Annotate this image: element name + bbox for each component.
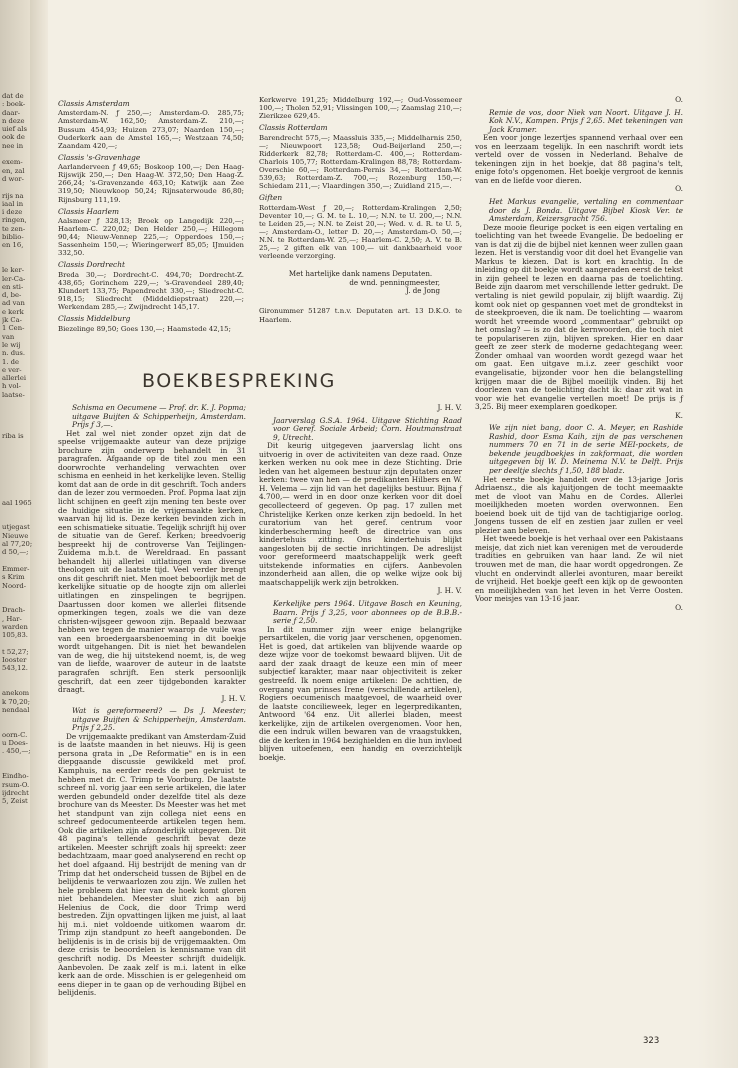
page-gutter — [30, 0, 48, 1068]
fragment-line — [2, 150, 32, 158]
review-title: We zijn niet bang, door C. A. Meyer, en Rashide Rashid, door Esma Kaih, zijn de pas verschenen nummers 70 en 71 in de serie MEI-pockets, de bekende jeugdboekjes in zakformaat, die worden uitgegeven bij W. D. Meinema N.V. te Delft. Prijs per deeltje slechts ƒ 1,50, 188 bladz. — [489, 423, 683, 475]
fragment-line: , Har- — [2, 614, 22, 623]
review-body: Het tweede boekje is het verhaal over een Pakistaans meisje, dat zich niet kan verenigen met de verouderde tradities en gebruiken van haar land. Ze wil niet trouwen met de man, die haar wordt opgedrongen. Ze vlucht en ondervindt allerlei avonturen, maar bereikt de vrijheid. Het boekje geeft een kijk op de gewoonten en moeilijkheden van het leven in het Verre Oosten. Voor meisjes van 13-16 jaar. — [475, 534, 683, 604]
classis-text: Biezelinge 89,50; Goes 130,—; Haamstede 42,15; — [58, 324, 231, 333]
fragment-line — [2, 490, 32, 498]
fragment-line: : boek- — [2, 100, 26, 109]
classis-rotterdam — [259, 124, 462, 190]
fragment-line: u Does- — [2, 739, 28, 748]
review-heading — [259, 417, 462, 443]
fragment-line: allerlei — [2, 374, 27, 383]
thanks-line: Met hartelijke dank namens Deputaten. — [288, 269, 433, 279]
review-heading — [475, 109, 683, 135]
review-column-2 — [259, 404, 462, 762]
fragment-line: Iooster — [2, 656, 27, 665]
fragment-line: s Krim — [2, 573, 25, 582]
page-number: 323 — [643, 1036, 660, 1046]
fragment-line: riba is — [2, 432, 24, 441]
review-title: Wat is gereformeerd? — Ds J. Meester; uitgave Buijten & Schipperheijn, Amsterdam. Prijs ƒ 2,25. — [72, 706, 246, 733]
classis-text: Kerkwerve 191,25; Middelburg 192,—; Oud-Vossemeer 100,—; Tholen 52,91; Vlissingen 100,—; Zaamslag 210,—; Zierikzee 629,45. — [259, 96, 462, 121]
fragment-line: rijs na — [2, 191, 24, 200]
fragment-line: h vol- — [2, 382, 21, 391]
review-title: Schisma en Oecumene — Prof. dr. K. J. Popma; uitgave Buijten & Schipperheijn, Amsterdam. Prijs ƒ 3,—. — [72, 403, 246, 430]
fragment-line: k 70,20; — [2, 697, 31, 706]
fragment-line: ijdrecht — [2, 788, 29, 797]
review-title: Remie de vos, door Niek van Noort. Uitgave J. H. Kok N.V., Kampen. Prijs ƒ 2,65. Met tekeningen van Jack Kramer. — [489, 107, 683, 134]
fragment-line — [2, 515, 32, 523]
fragment-line: t 52,27; — [2, 647, 29, 656]
classis-text: Amsterdam-N. ƒ 250,—; Amsterdam-O. 285,75; Amsterdam-W. 162,50; Amsterdam-Z. 210,—; Bussum 454,93; Huizen 273,07; Naarden 150,—; Ouderkerk aan de Amstel 165,—; Westzaan 74,50; Zaandam 420,—; — [58, 109, 244, 150]
review-signature: J. H. V. — [221, 693, 246, 703]
fragment-line — [2, 714, 32, 722]
fragment-line: d wor- — [2, 174, 24, 183]
review-heading — [58, 707, 246, 733]
review-signature: K. — [675, 410, 683, 420]
fragment-line: Noord- — [2, 581, 27, 590]
review-signature: O. — [675, 184, 683, 194]
fragment-line: le wij — [2, 340, 21, 349]
fragment-line — [2, 482, 32, 490]
review-signature: J. H. V. — [437, 586, 462, 596]
review-signature: O. — [675, 95, 683, 104]
fragment-line — [2, 673, 32, 681]
previous-page-fragment — [2, 92, 32, 806]
classis-text: Aalsmeer ƒ 328,13; Broek op Langedijk 220,—; Haarlem-C. 220,02; Den Helder 250,—; Hillegom 90,44; Nieuw-Vennep 225,—; Opperdoes 150,—; Sassenheim 150,—; Wieringerwerf 85,05; IJmuiden 332,50. — [58, 216, 244, 258]
review-body: In dit nummer zijn weer enige belangrijke persartikelen, die vorig jaar verschenen, opgenomen. Het is goed, dat artikelen van blijvende waarde op deze wijze voor de toekomst bewaard blijven. Uit de aard der zaak draagt de keuze een min of meer subjectief karakter, maar naar objectiviteit is zeker gestreefd. Ik noem enige artikelen: De achttien, de overgang van prinses Irene (verschillende artikelen), Rogiers oecumenisch maatgevoel, de waarheid over de laatste concilieweek, leger en legerpredikanten, Antwoord '64 enz. Uit allerlei bladen, meest kerkelijke, zijn de artikelen overgenomen. Voor hen, die een indruk willen bewaren van de vraagstukken, die de kerken in 1964 bezighielden en die hun invloed blijven uitoefenen, een handig en overzichtelijk boekje. — [259, 624, 462, 762]
fragment-line: warden — [2, 623, 28, 631]
fragment-line — [2, 681, 32, 689]
fragment-line: le ker- — [2, 266, 25, 275]
fragment-line — [2, 764, 32, 772]
fragment-line: biblio- — [2, 233, 24, 242]
review-column-3 — [475, 96, 683, 616]
fragment-line: 543,12. — [2, 664, 28, 673]
classis-dordrecht — [58, 261, 244, 311]
fragment-line: Eindho- — [2, 772, 29, 781]
fragment-line: ringen, — [2, 216, 27, 225]
fragment-line: anekom — [2, 689, 30, 698]
fragment-line — [2, 250, 32, 258]
review-signature: J. H. V. — [437, 403, 462, 412]
classis-heading: Classis Haarlem — [58, 206, 120, 216]
review-title: Het Markus evangelie, vertaling en commentaar door ds J. Bonda. Uitgave Bijbel Kiosk Ver. te Amsterdam, Keizersgracht 756. — [489, 197, 683, 224]
fragment-line: utjegast — [2, 523, 30, 532]
classis-middelburg — [58, 315, 244, 332]
fragment-line — [2, 590, 32, 598]
fragment-line — [2, 465, 32, 473]
review-column-1 — [58, 404, 246, 998]
review-heading — [475, 424, 683, 475]
fragment-line: jk Ca- — [2, 316, 22, 325]
fragment-line — [2, 440, 32, 448]
review-body: Deze mooie fleurige pocket is een eigen vertaling en toelichting van het tweede Evangelie. De bedoeling er van is dat zij die de bijbel niet kennen weer zullen gaan lezen. Het is verstandig voor dit doel het Evangelie van Markus te kiezen. Dat is kort en krachtig. In de inleiding op dit boekje wordt aangeraden eerst de tekst in zijn geheel te lezen en daarna pas de toelichting. Beide zijn daarom met verschillende letter gedrukt. De vertaling is niet gewild populair, zij blijft waardig. Zij komt ook niet op gespannen voet met de grondtekst in de steekproeven, die ik nam. De toelichting — waarom wordt het vreemde woord „commentaar" gebruikt op het omslag? — is zo dat de kernwoorden, die toch niet te populariseren zijn, blijven spreken. Hier en daar geeft ze zeer sterk de moderne gedachtegang weer. Zonder omhaal van woorden wordt gezegd waar het om gaat. Een uitgave m.i.z. zeer geschikt voor evangelisatie, bijzonder voor hen die belangstelling krijgen maar die de Bijbel moeilijk vinden. Bij het doorlezen van de toelichting dacht ik: daar zit wat in voor wie het evangelie vertellen moet! De prijs is ƒ 3,25. Bij meer exemplaren goedkoper. — [475, 222, 683, 412]
fragment-line — [2, 756, 32, 764]
classis-lists-column — [58, 96, 244, 333]
fragment-line: d 50,—; — [2, 548, 29, 557]
fragment-line — [2, 640, 32, 648]
classis-heading: Classis 's-Gravenhage — [58, 152, 141, 162]
review-body: Het zal wel niet zonder opzet zijn dat de speelse vrijgemaakte auteur van deze prijzige brochure zijn onderwerp behandelt in 31 paragrafen. Afgaande op de titel zou men een doorwrochte verhandeling verwachten over schisma en eenheid in het kerkelijke leven. Stellig komt dat aan de orde in dit geschrift. Toch anders dan de lezer zou vermoeden. Prof. Popma laat zijn licht schijnen en geeft zijn mening ten beste over de huidige situatie in de vrijgemaakte kerken, waarvan hij lid is. Deze kerken bevinden zich in een schismatieke situatie. Tegelijk schrijft hij over de situatie van de Geref. Kerken; breedvoerig bespreekt hij de controverse Van Teijlingen-Zuidema m.b.t. de Wereldraad. En passant behandelt hij allerlei uitlatingen van diverse theologen uit de laatste tijd. Veel verder brengt ons dit geschrift niet. Men moet beboorlijk met de kerkelijke situatie op de hoogte zijn om allerlei uitlatingen en zinspelingen te begrijpen. Daartussen door komen we allerlei flitsende opmerkingen tegen, zoals we die van deze christen-wijsgeer gewoon zijn. Bepaald bezwaar hebben we tegen de manier waarop de vuile was van een broedergaarsbenoeming in dit boekje wordt uitgehangen. Dit is niet het bewandelen van de weg, die hij uitstekend noemt, is, de weg van de liefde, waarover de auteur in de laatste paragrafen schrijft. Een sterk persoonlijk geschrift, dat een zeer tijdgebonden karakter draagt. — [58, 428, 246, 695]
fragment-line — [2, 407, 32, 415]
classis-heading: Classis Amsterdam — [58, 99, 130, 108]
review-heading — [58, 404, 246, 430]
review-signature: O. — [675, 602, 683, 612]
classis-heading: Classis Dordrecht — [58, 260, 125, 270]
giften-text: Rotterdam-West ƒ 20,—; Rotterdam-Kralingen 2,50; Deventer 10,—; G. M. te L. 10,—; N.N. te U. 200,—; N.N. te Leiden 25,—; N.N. te Zeist 20,—; Wed. v. d. R. te U. 5,—; Amsterdam-O., letter D. 20,—; Amsterdam-O. 50,—; N.N. te Rotterdam-W. 25,—; Haarlem-C. 2,50; A. V. te B. 25,—; 2 giften elk van 100,— uit dankbaarheid voor verleende verzorging. — [259, 203, 462, 261]
fragment-line: Nieuwe — [2, 531, 29, 540]
review-heading — [259, 600, 462, 626]
contributions-column — [259, 96, 462, 324]
fragment-line: Drach- — [2, 606, 26, 615]
classis-amsterdam — [58, 100, 244, 150]
fragment-line: te zen- — [2, 224, 26, 233]
fragment-line — [2, 424, 32, 432]
fragment-line: uief als — [2, 125, 27, 134]
review-body: Dit keurig uitgegeven jaarverslag licht ons uitvoerig in over de activiteiten van deze raad. Onze kerken werken nu ook mee in deze Stichting. Drie leden van het algemeen bestuur zijn deputaten onzer kerken: twee van hen — de predikanten Hilbers en W. H. Velema — zijn lid van het dagelijks bestuur. Bijna ƒ 4.700,— werd in en door onze kerken voor dit doel gecollecteerd of gegeven. Op pag. 17 zullen met Christelijke Kerken onze kerken zijn bedoeld. In het curatorium van het geref. centrum voor kinderbescherming heeft de directrice van ons kindertehuis zitting. Ons kindertehuis blijkt aangesloten bij de sectie inrichtingen. De adreslijst voor gereformeerd maatschappelijk werk geeft uitstekende informaties en cijfers. Aanbevolen inzonderheid aan allen, die op welke wijze ook bij maatschappelijk werk zijn betrokken. — [259, 441, 462, 587]
review-body: De vrijgemaakte predikant van Amsterdam-Zuid is de laatste maanden in het nieuws. Hij is geen persona grata in „De Reformatie" en is in een diepgaande discussie gewikkeld met prof. Kamphuis, na eerder reeds de pen gekruist te hebben met dr. C. Trimp te Voorburg. De laatste schreef nl. vorig jaar een serie artikelen, die later werden gebundeld onder dezelfde titel als deze brochure van ds Meester. Ds Meester was het met het standpunt van zijn collega niet eens en schreef gedocumenteerde artikelen tegen hem. Ook die artikelen zijn afzonderlijk uitgegeven. Dit 48 pagina's tellende geschrift bevat deze artikelen. Meester schrijft zoals hij spreekt: zeer bedachtzaam, maar goed analyserend en recht op het doel afgaand. Hij bestrijdt de mening van dr Trimp dat het onderscheid tussen de Bijbel en de belijdenis te verwaarlozen zou zijn. We zullen het hele probleem dat hier van de hoek komt gloren niet behandelen. Meester sluit zich aan bij Helenius de Cock, die door Trimp werd bestreden. Zijn opvattingen lijken me juist, al laat hij m.i. niet voldoende uitkomen waarom dr. Trimp zijn standpunt zo heeft aangebonden. De belijdenis is in de crisis bij de vrijgemaakten. Om deze crisis te beoordelen is kennisname van dit geschrift nodig. Ds Meester schrijft duidelijk. Aanbevolen. De zaak zelf is m.i. latent in elke kerk aan de orde. Misschien is er gelegenheid om eens dieper in te gaan op de verhouding Bijbel en belijdenis. — [58, 731, 246, 998]
section-title: BOEKBESPREKING — [142, 370, 336, 392]
fragment-line: 1. de — [2, 357, 20, 366]
giften-heading: Giften — [259, 193, 283, 203]
fragment-line: d, be- — [2, 291, 22, 300]
signature-line: de wnd. penningmeester, — [349, 277, 440, 287]
fragment-line: 1 Cen- — [2, 324, 25, 333]
fragment-line: i deze — [2, 208, 23, 217]
fragment-line: exem- — [2, 158, 23, 167]
review-title: Jaarverslag G.S.A. 1964. Uitgave Stichting Raad voor Geref. Sociale Arbeid; Corn. Houtmanstraat 9, Utrecht. — [273, 415, 462, 442]
fragment-line: e ver- — [2, 365, 22, 374]
fragment-line: daar- — [2, 108, 21, 117]
fragment-line: Emmer- — [2, 564, 30, 573]
fragment-line: nendaal — [2, 705, 30, 714]
fragment-line: al 77,20; — [2, 540, 32, 549]
fragment-line — [2, 723, 32, 731]
classis-heading: Classis Middelburg — [58, 314, 131, 324]
fragment-line: oorn-C. — [2, 730, 28, 739]
fragment-line: e kerk — [2, 307, 24, 316]
classis-heading: Classis Rotterdam — [259, 123, 328, 133]
fragment-line — [2, 598, 32, 606]
fragment-line: rsum-O. — [2, 780, 30, 789]
fragment-line: nee in — [2, 141, 24, 150]
giften — [259, 194, 462, 260]
fragment-line — [2, 449, 32, 457]
fragment-line — [2, 507, 32, 515]
fragment-line: n. dus. — [2, 349, 26, 358]
fragment-line — [2, 258, 32, 266]
review-body: Een voor jonge lezertjes spannend verhaal over een vos en leerzaam tegelijk. In een naschrift wordt iets verteld over de vossen in Nederland. Behalve de tekeningen zijn in het boekje, dat 88 pagina's telt, enige foto's opgenomen. Het boekje vergroot de kennis van en de liefde voor dieren. — [475, 133, 683, 185]
review-body: Het eerste boekje handelt over de 13-jarige Joris Adriaensz., die als kajuitjongen de tocht meemaakte met de vloot van Mahu en de Cordes. Allerlei moeilijkheden moeten worden overwonnen. Een boeiend boek uit de tijd van de tachtigjarige oorlog. Jongens tussen de elf en zestien jaar zullen er veel plezier aan beleven. — [475, 474, 683, 535]
fragment-line: 105,83. — [2, 631, 28, 640]
review-title: Kerkelijke pers 1964. Uitgave Bosch en Keuning, Baarn. Prijs ƒ 3,25, voor abonnees op de B.B.B.-serie ƒ 2,50. — [273, 599, 462, 626]
classis-text: Barendrecht 575,—; Maassluis 335,—; Middelharnis 250,—; Nieuwpoort 123,58; Oud-Beijerland 250,—; Ridderkerk 82,78; Rotterdam-C. 400,—; Rotterdam-Charlois 105,77; Rotterdam-Kralingen 88,78; Rotterdam-Overschie 60,—; Rotterdam-Pernis 34,—; Rotterdam-W. 539,63; Rotterdam-Z. 700,—; Rozenburg 150,—; Schiedam 211,—; Vlaardingen 350,—; Zuidland 215,—. — [259, 133, 462, 191]
fragment-line: ad van — [2, 299, 25, 308]
classis-middelburg-cont — [259, 96, 462, 120]
fragment-line: aal 1965 — [2, 498, 32, 507]
fragment-line: en, zal — [2, 166, 25, 175]
fragment-line: 5, Zeist — [2, 797, 28, 806]
giro-number: Gironummer 51287 t.n.v. Deputaten art. 13 D.K.O. te Haarlem. — [259, 307, 462, 324]
fragment-line — [2, 457, 32, 465]
fragment-line — [2, 416, 32, 424]
fragment-line: iaal in — [2, 199, 24, 208]
fragment-line: dat de — [2, 92, 24, 100]
fragment-line: n deze — [2, 116, 25, 125]
fragment-line: ler-Ca- — [2, 274, 26, 283]
classis-text: Aarlanderveen ƒ 49,65; Boskoop 100,—; Den Haag-Rijswijk 250,—; Den Haag-W. 372,50; Den Haag-Z. 266,24; 's-Gravenzande 463,10; Katwijk aan Zee 319,50; Nieuwkoop 50,24; Rijnsaterwoude 86,80; Rijnsburg 111,19. — [58, 163, 244, 204]
fragment-line: van — [2, 332, 15, 341]
signature-name: J. de Jong — [405, 285, 440, 295]
classis-haarlem — [58, 208, 244, 258]
fragment-line — [2, 557, 32, 565]
fragment-line: ook de — [2, 133, 25, 142]
fragment-line — [2, 183, 32, 191]
classis-text: Breda 30,—; Dordrecht-C. 494,70; Dordrecht-Z. 438,65; Gorinchem 229,—; 's-Gravendeel 289,40; Klundert 133,75; Papendrecht 330,—; Sliedrecht-C. 918,15; Sliedrecht (Middeldiepstraat) 220,—; Werkendam 285,—; Zwijndrecht 145,17. — [58, 270, 244, 312]
review-heading — [475, 198, 683, 224]
fragment-line — [2, 474, 32, 482]
fragment-line: . 450,—; — [2, 747, 31, 756]
fragment-line — [2, 399, 32, 407]
classis-gravenhage — [58, 154, 244, 204]
fragment-line: en 16, — [2, 241, 24, 250]
fragment-line: laatse- — [2, 390, 25, 399]
fragment-line: en sti- — [2, 282, 24, 291]
